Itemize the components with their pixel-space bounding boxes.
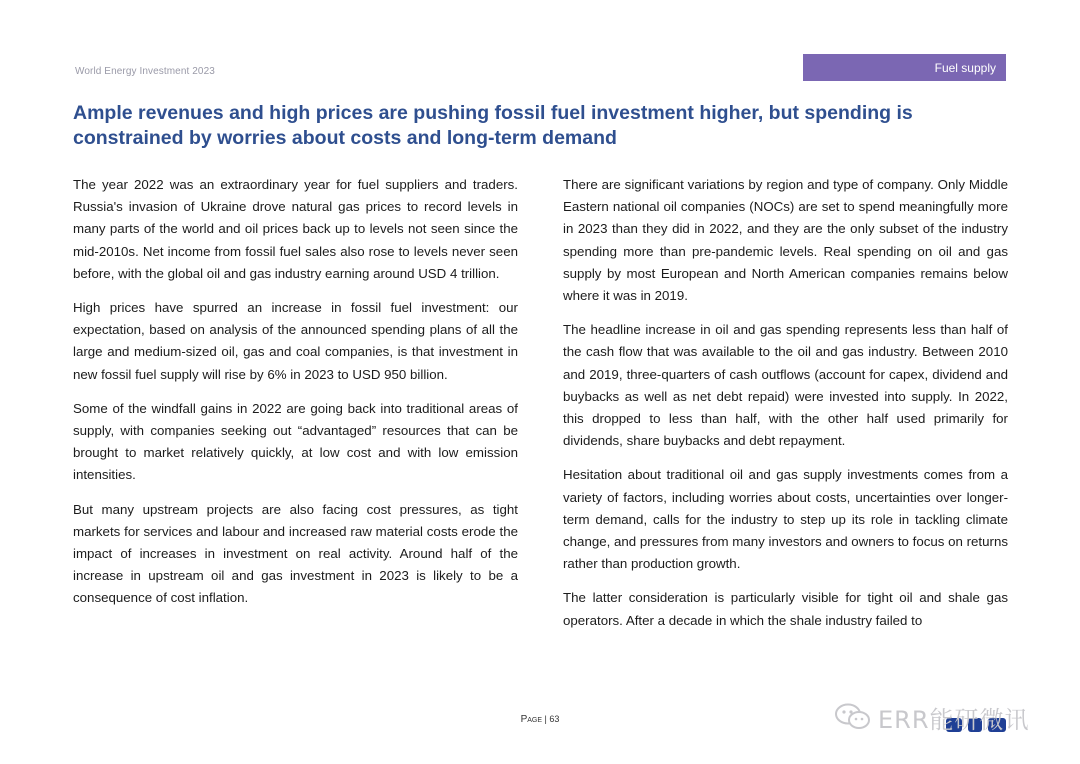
page-separator: |: [544, 714, 547, 724]
page-label: Page: [520, 714, 543, 725]
paragraph: The headline increase in oil and gas spending represents less than half of the cash flow that was available to the oil and gas industry. Between 2010 and 2019, three-quarters of cash outflows (account for capex, dividend and buybacks as well as net debt repaid) were invested into supply. In 2022, this dropped to less than half, with the other half used primarily for dividends, share buybacks and debt repayment.: [563, 322, 1008, 449]
running-header: World Energy Investment 2023: [75, 66, 215, 77]
wechat-icon: [834, 702, 872, 732]
paragraph: Some of the windfall gains in 2022 are going back into traditional areas of supply, with companies seeking out “advantaged” resources that can be brought to market relatively quickly, at low cost and with low emission intensities.: [73, 400, 518, 483]
paragraph: Hesitation about traditional oil and gas supply investments comes from a variety of factors, including worries about costs, uncertainties over longer-term demand, calls for the industry to step up its role in tackling climate change, and pressures from many investors and owners to focus on returns rather than production growth.: [563, 467, 1008, 572]
page-title: Ample revenues and high prices are pushing fossil fuel investment higher, but spending is constrained by worries about costs and long-term demand: [73, 102, 913, 149]
right-column: [563, 174, 1008, 644]
paragraph: The year 2022 was an extraordinary year for fuel suppliers and traders. Russia's invasion of Ukraine drove natural gas prices to record levels in many parts of the world and oil prices back up to levels not seen since the mid-2010s. Net income from fossil fuel sales also rose to levels never seen before, with the global oil and gas industry earning around USD 4 trillion.: [73, 177, 518, 281]
paragraph: There are significant variations by region and type of company. Only Middle Eastern national oil companies (NOCs) are set to spend meaningfully more in 2023 than they did in 2022, and they are the only subset of the industry spending more than pre-pandemic levels. Real spending on oil and gas supply by most European and North American companies remains below where it was in 2019.: [563, 177, 1008, 304]
page-number: 63: [549, 714, 560, 724]
paragraph: High prices have spurred an increase in fossil fuel investment: our expectation, based on analysis of the announced spending plans of all the large and medium-sized oil, gas and coal companies, is that investment in new fossil fuel supply will rise by 6% in 2023 to USD 950 billion.: [73, 300, 518, 382]
watermark-text: ERR能研微讯: [878, 705, 1030, 734]
left-column: [73, 174, 518, 622]
paragraph: The latter consideration is particularly visible for tight oil and shale gas operators. After a decade in which the shale industry failed to: [563, 590, 1008, 628]
section-tab: Fuel supply: [803, 54, 1006, 81]
watermark: [834, 700, 1030, 734]
paragraph: But many upstream projects are also facing cost pressures, as tight markets for services and labour and increased raw material costs erode the impact of increases in investment on real activity. Around half of the increase in upstream oil and gas investment in 2023 is likely to be a consequence of cost inflation.: [73, 501, 518, 606]
